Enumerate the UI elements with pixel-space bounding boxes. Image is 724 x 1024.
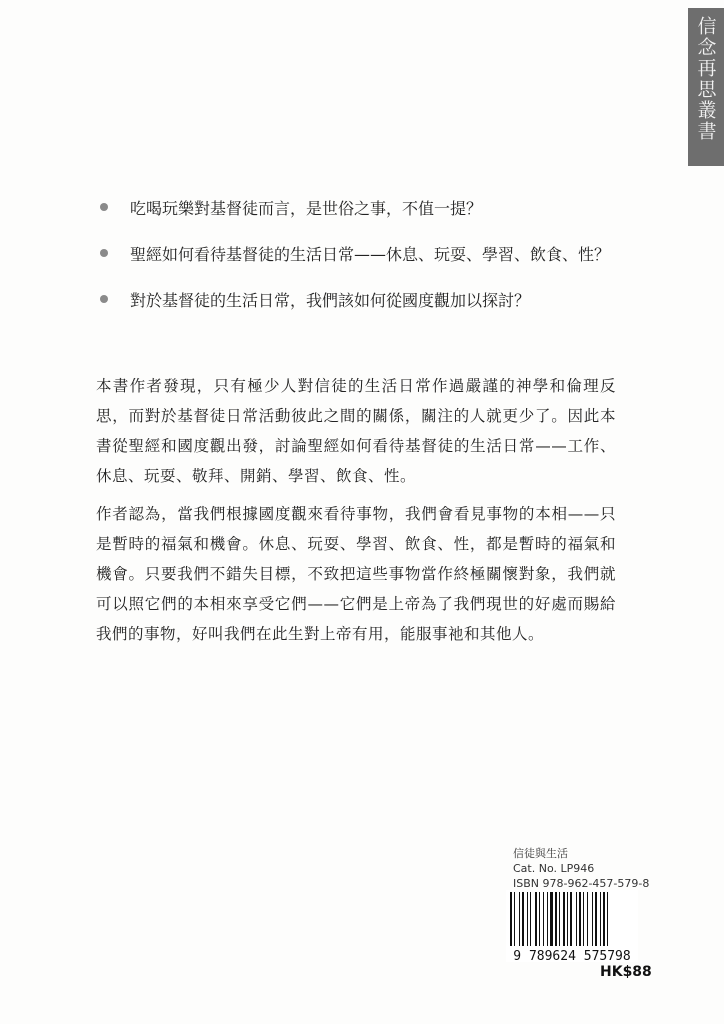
question-text: 吃喝玩樂對基督徒而言，是世俗之事，不值一提？ — [130, 198, 483, 218]
category-label: 信徒與生活 — [513, 847, 568, 860]
series-tab — [688, 8, 724, 166]
bullet-dot-icon — [100, 249, 108, 257]
question-text: 對於基督徒的生活日常，我們該如何從國度觀加以探討？ — [130, 290, 531, 310]
series-title: 信念再思叢書 — [694, 16, 717, 142]
question-list — [100, 184, 660, 322]
price-label: HK$88 — [600, 964, 652, 980]
catalog-number: Cat. No. LP946 — [513, 862, 595, 875]
catalog-info — [513, 846, 663, 891]
question-text: 聖經如何看待基督徒的生活日常——休息、玩耍、學習、飲食、性？ — [130, 244, 611, 264]
list-item — [100, 184, 660, 230]
list-item — [100, 230, 660, 276]
isbn-label: ISBN 978-962-457-579-8 — [513, 877, 650, 890]
list-item — [100, 276, 660, 322]
description-paragraph: 作者認為，當我們根據國度觀來看待事物，我們會看見事物的本相——只是暫時的福氣和機會。休息、玩耍、學習、飲食、性，都是暫時的福氣和機會。只要我們不錯失目標，不致把這些事物當作終極關懷對象，我們就可以照它們的本相來享受它們——它們是上帝為了我們現世的好處而賜給我們的事物，好叫我們在此生對上帝有用，能服事祂和其他人。 — [96, 504, 616, 643]
barcode-number: 9 789624 575798 — [513, 949, 631, 962]
bullet-dot-icon — [100, 203, 108, 211]
barcode — [506, 890, 638, 962]
description-paragraph: 本書作者發現，只有極少人對信徒的生活日常作過嚴謹的神學和倫理反思，而對於基督徒日常活動彼此之間的關係，關注的人就更少了。因此本書從聖經和國度觀出發，討論聖經如何看待基督徒的生活日常——工作、休息、玩耍、敬拜、開銷、學習、飲食、性。 — [96, 376, 616, 485]
bullet-dot-icon — [100, 295, 108, 303]
